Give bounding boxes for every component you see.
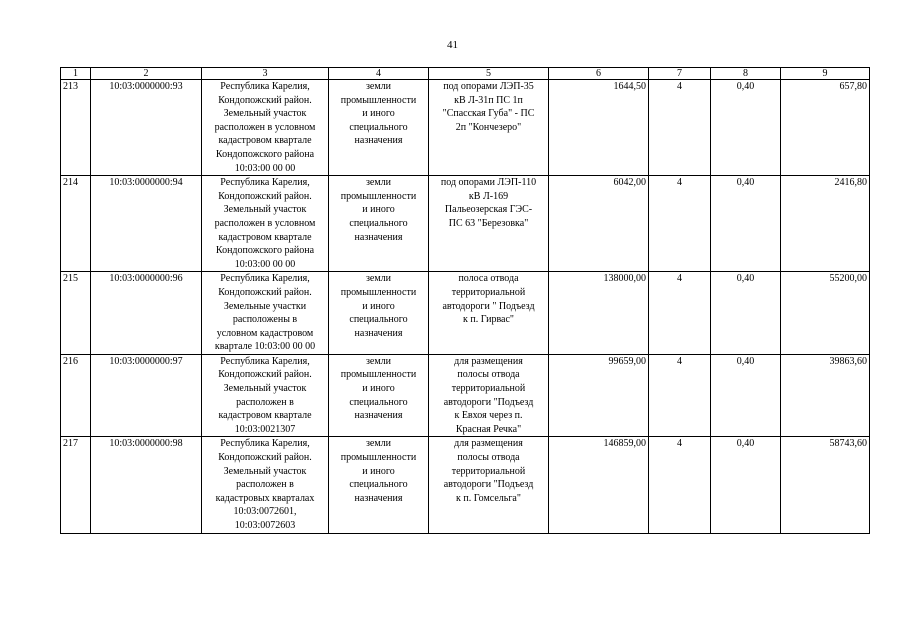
header-row <box>61 68 870 80</box>
column-header-5: 5 <box>429 68 549 80</box>
table-row <box>61 354 870 437</box>
row-number: 216 <box>61 354 91 437</box>
permitted-use-cell: под опорами ЛЭП-110 кВ Л-169 Пальеозерская ГЭС- ПС 63 "Березовка" <box>429 176 549 272</box>
table-header <box>61 68 870 80</box>
column-header-9: 9 <box>781 68 870 80</box>
cadastral-number: 10:03:0000000:98 <box>91 437 202 534</box>
column-header-7: 7 <box>649 68 711 80</box>
column-7-cell: 4 <box>649 354 711 437</box>
area-cell: 6042,00 <box>549 176 649 272</box>
column-9-cell: 657,80 <box>781 80 870 176</box>
table-row <box>61 272 870 355</box>
column-8-cell: 0,40 <box>711 354 781 437</box>
land-category-cell: земли промышленности и иного специального назначения <box>329 80 429 176</box>
permitted-use-cell: для размещения полосы отвода территориальной автодороги "Подъезд к Евхоя через п. Красная Речка" <box>429 354 549 437</box>
row-number: 215 <box>61 272 91 355</box>
column-9-cell: 58743,60 <box>781 437 870 534</box>
location-cell: Республика Карелия, Кондопожский район. Земельный участок расположен в кадастровых кварталах 10:03:0072601, 10:03:0072603 <box>202 437 329 534</box>
location-cell: Республика Карелия, Кондопожский район. Земельный участок расположен в условном кадастровом квартале Кондопожского района 10:03:00 00 00 <box>202 176 329 272</box>
permitted-use-cell: под опорами ЛЭП-35 кВ Л-31п ПС 1п "Спасская Губа" - ПС 2п "Кончезеро" <box>429 80 549 176</box>
column-9-cell: 39863,60 <box>781 354 870 437</box>
column-7-cell: 4 <box>649 80 711 176</box>
land-category-cell: земли промышленности и иного специального назначения <box>329 272 429 355</box>
table-row <box>61 80 870 176</box>
column-header-1: 1 <box>61 68 91 80</box>
land-registry-table <box>60 67 870 534</box>
area-cell: 146859,00 <box>549 437 649 534</box>
column-header-8: 8 <box>711 68 781 80</box>
column-7-cell: 4 <box>649 272 711 355</box>
land-category-cell: земли промышленности и иного специального назначения <box>329 176 429 272</box>
column-7-cell: 4 <box>649 437 711 534</box>
column-9-cell: 2416,80 <box>781 176 870 272</box>
area-cell: 99659,00 <box>549 354 649 437</box>
table-body <box>61 80 870 534</box>
column-header-2: 2 <box>91 68 202 80</box>
cadastral-number: 10:03:0000000:97 <box>91 354 202 437</box>
location-cell: Республика Карелия, Кондопожский район. Земельный участок расположен в условном кадастровом квартале Кондопожского района 10:03:00 00 00 <box>202 80 329 176</box>
cadastral-number: 10:03:0000000:93 <box>91 80 202 176</box>
table-row <box>61 437 870 534</box>
land-category-cell: земли промышленности и иного специального назначения <box>329 437 429 534</box>
column-header-6: 6 <box>549 68 649 80</box>
table-row <box>61 176 870 272</box>
permitted-use-cell: для размещения полосы отвода территориальной автодороги "Подъезд к п. Гомсельга" <box>429 437 549 534</box>
column-header-3: 3 <box>202 68 329 80</box>
area-cell: 1644,50 <box>549 80 649 176</box>
column-8-cell: 0,40 <box>711 437 781 534</box>
area-cell: 138000,00 <box>549 272 649 355</box>
column-9-cell: 55200,00 <box>781 272 870 355</box>
row-number: 213 <box>61 80 91 176</box>
land-category-cell: земли промышленности и иного специального назначения <box>329 354 429 437</box>
column-header-4: 4 <box>329 68 429 80</box>
location-cell: Республика Карелия, Кондопожский район. Земельный участок расположен в кадастровом квартале 10:03:0021307 <box>202 354 329 437</box>
cadastral-number: 10:03:0000000:94 <box>91 176 202 272</box>
column-7-cell: 4 <box>649 176 711 272</box>
column-8-cell: 0,40 <box>711 272 781 355</box>
row-number: 214 <box>61 176 91 272</box>
permitted-use-cell: полоса отвода территориальной автодороги " Подъезд к п. Гирвас" <box>429 272 549 355</box>
column-8-cell: 0,40 <box>711 176 781 272</box>
location-cell: Республика Карелия, Кондопожский район. Земельные участки расположены в условном кадастровом квартале 10:03:00 00 00 <box>202 272 329 355</box>
cadastral-number: 10:03:0000000:96 <box>91 272 202 355</box>
page-number: 41 <box>447 39 458 51</box>
column-8-cell: 0,40 <box>711 80 781 176</box>
row-number: 217 <box>61 437 91 534</box>
